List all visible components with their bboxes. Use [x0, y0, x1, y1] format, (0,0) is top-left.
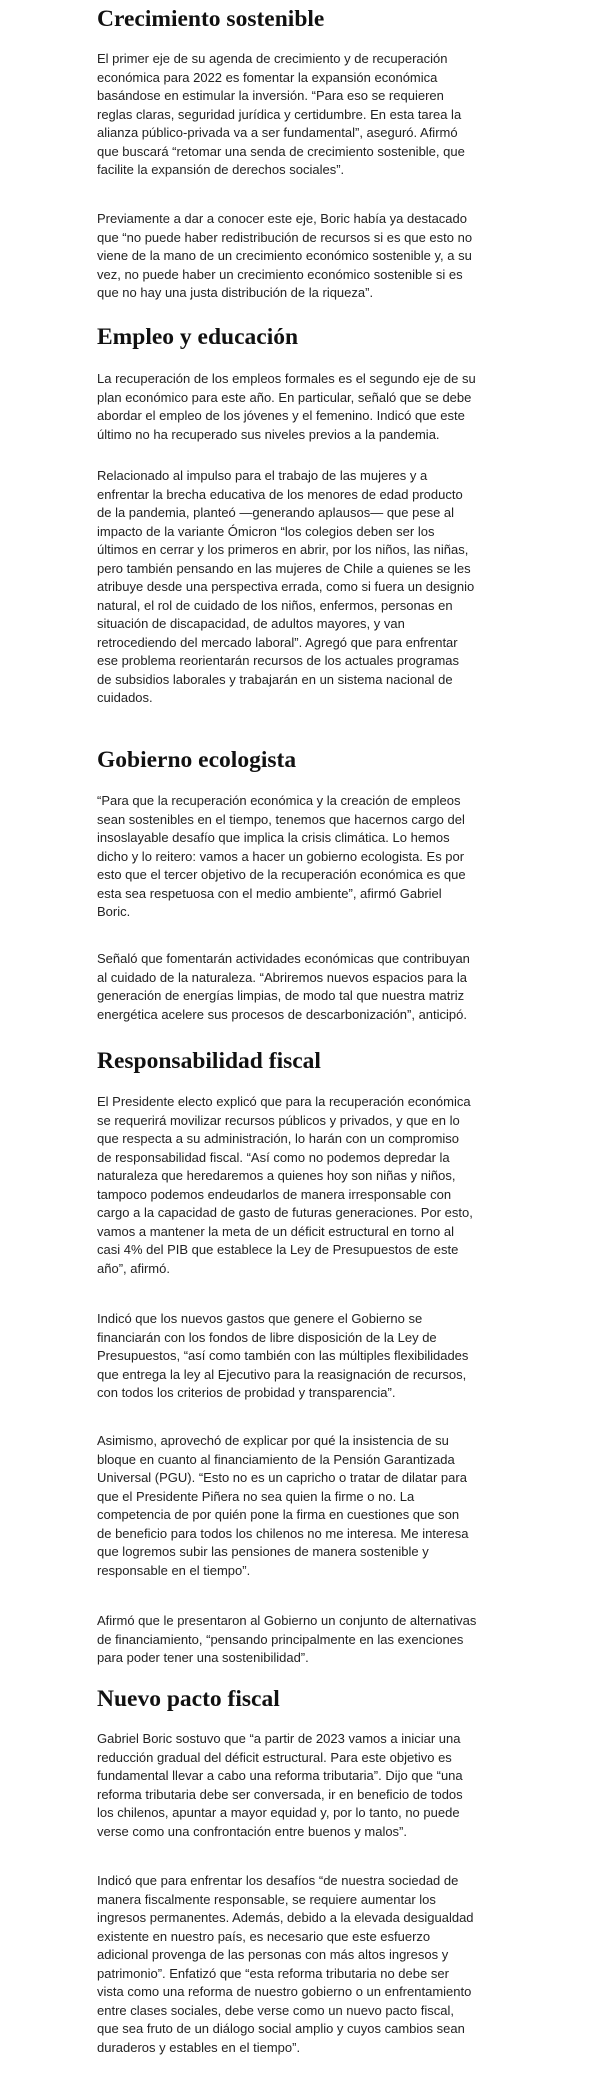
paragraph: Señaló que fomentarán actividades económicas que contribuyan al cuidado de la naturaleza. “Abriremos nuevos espacios para la generación de energías limpias, de modo tal que nuestra matriz energética acelere sus procesos de descarbonización”, anticipó. [97, 951, 470, 1022]
paragraph: El primer eje de su agenda de crecimiento y de recuperación económica para 2022 es fomentar la expansión económica basándose en estimular la inversión. “Para eso se requieren reglas claras, seguridad jurídica y certidumbre. En esta tarea la alianza público-privada va a ser fundamental”, aseguró. Afirmó que buscará “retomar una senda de crecimiento sostenible, que facilite la expansión de derechos sociales”. [97, 51, 465, 177]
section-title-gobierno-ecologista: Gobierno ecologista [97, 747, 297, 773]
paragraph: El Presidente electo explicó que para la recuperación económica se requerirá movilizar recursos públicos y privados, y que en lo que respecta a su administración, lo harán con un compromiso de responsabilidad fiscal. “Así como no podemos depredar la naturaleza que heredaremos a quienes hoy son niñas y niños, tampoco podemos endeudarlos de manera irresponsable con cargo a la capacidad de gasto de futuras generaciones. Por esto, vamos a mantener la meta de un déficit estructural en torno al casi 4% del PIB que establece la Ley de Presupuestos de este año”, afirmó. [97, 1094, 473, 1276]
paragraph: Gabriel Boric sostuvo que “a partir de 2023 vamos a iniciar una reducción gradual del déficit estructural. Para este objetivo es fundamental llevar a cabo una reforma tributaria”. Dijo que “una reforma tributaria debe ser conversada, ir en beneficio de todos los chilenos, apuntar a mayor equidad y, por lo tanto, no puede verse como una confrontación entre buenos y malos”. [97, 1731, 463, 1839]
paragraph: La recuperación de los empleos formales es el segundo eje de su plan económico para este año. En particular, señaló que se debe abordar el empleo de los jóvenes y el femenino. Indicó que este último no ha recuperado sus niveles previos a la pandemia. [97, 371, 476, 442]
paragraph: Afirmó que le presentaron al Gobierno un conjunto de alternativas de financiamiento, “pensando principalmente en las exenciones para poder tener una sostenibilidad”. [97, 1613, 477, 1665]
section-title-empleo-y-educacion: Empleo y educación [97, 324, 299, 350]
paragraph: Relacionado al impulso para el trabajo de las mujeres y a enfrentar la brecha educativa de los menores de edad producto de la pandemia, planteó —generando aplausos— que pese al impacto de la variante Ómicron “los colegios deben ser los últimos en cerrar y los primeros en abrir, por los niños, las niñas, pero también pensando en las mujeres de Chile a quienes se les atribuye desde una perspectiva errada, como si fuera un designio natural, el rol de cuidado de los niños, enfermos, personas en situación de discapacidad, de adultos mayores, y van retrocediendo del mercado laboral”. Agregó que para enfrentar ese problema reorientarán recursos de los actuales programas de subsidios laborales y trabajarán en un sistema nacional de cuidados. [97, 468, 475, 705]
paragraph: “Para que la recuperación económica y la creación de empleos sean sostenibles en el tiempo, tenemos que hacernos cargo del insoslayable desafío que implica la crisis climática. Lo hemos dicho y lo reitero: vamos a hacer un gobierno ecologista. Es por esto que el tercer objetivo de la recuperación económica es que esta sea respetuosa con el medio ambiente”, afirmó Gabriel Boric. [97, 793, 466, 919]
paragraph: Indicó que para enfrentar los desafíos “de nuestra sociedad de manera fiscalmente responsable, se requiere aumentar los ingresos permanentes. Además, debido a la elevada desigualdad existente en nuestro país, es necesario que este esfuerzo adicional provenga de las personas con más altos ingresos y patrimonio”. Enfatizó que “esta reforma tributaria no debe ser vista como una reforma de nuestro gobierno o un enfrentamiento entre clases sociales, debe verse como un nuevo pacto fiscal, que sea fruto de un diálogo social amplio y cuyos cambios sean duraderos y estables en el tiempo”. [97, 1873, 474, 2055]
section-title-nuevo-pacto-fiscal: Nuevo pacto fiscal [97, 1686, 280, 1712]
paragraph: Asimismo, aprovechó de explicar por qué la insistencia de su bloque en cuanto al financiamiento de la Pensión Garantizada Universal (PGU). “Esto no es un capricho o tratar de dilatar para que el Presidente Piñera no sea quien la firme o no. La competencia de por quién pone la firma en cuestiones que son de beneficio para todos los chilenos no me interesa. Me interesa que logremos subir las pensiones de manera sostenible y responsable en el tiempo”. [97, 1433, 469, 1578]
section-title-crecimiento-sostenible: Crecimiento sostenible [97, 6, 325, 32]
paragraph: Previamente a dar a conocer este eje, Boric había ya destacado que “no puede haber redistribución de recursos si es que esto no viene de la mano de un crecimiento económico sostenible y, a su vez, no puede haber un crecimiento económico sostenible si es que no hay una justa distribución de la riqueza”. [97, 211, 473, 300]
section-title-responsabilidad-fiscal: Responsabilidad fiscal [97, 1048, 321, 1074]
paragraph: Indicó que los nuevos gastos que genere el Gobierno se financiarán con los fondos de libre disposición de la Ley de Presupuestos, “así como también con las múltiples flexibilidades que entrega la ley al Ejecutivo para la reasignación de recursos, con todos los criterios de probidad y transparencia”. [97, 1311, 469, 1400]
